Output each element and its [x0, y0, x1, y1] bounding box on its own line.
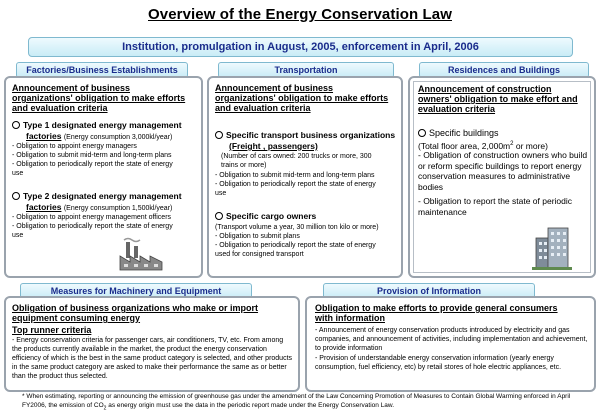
page-title: Overview of the Energy Conservation Law — [148, 6, 452, 23]
tab-machinery: Measures for Machinery and Equipment — [20, 283, 252, 299]
tab-information: Provision of Information — [323, 283, 535, 299]
buildings-area: (Total floor area, $2,000m^2$ or more) — [418, 140, 548, 151]
footer-note: * When estimating, reporting or announcing the emission of greenhouse gas under the amendment of the Law Concerning Promotion of Measures to Contain Global Warming enforced in April FY2006, the emission of $CO_2$ as energy origin must use the data in the periodic report made under the Energy Conservation Law. — [22, 393, 571, 411]
machinery-heading: Obligation of business organizations who make or import equipment consuming energy — [12, 303, 259, 323]
factories-heading: Announcement of business organizations' obligation to make efforts and evaluation criteria — [12, 83, 186, 113]
cargo-item: (Transport volume a year, 30 million ton kilo or more) — [215, 224, 379, 231]
cargo-item: used for consigned transport — [215, 251, 304, 258]
type2-factories-title-2: factories (Energy consumption 1,500kl/year) — [26, 202, 173, 212]
transport-org-item: trains or more) — [221, 162, 267, 169]
circle-bullet-icon — [12, 121, 20, 129]
machinery-body: - Energy conservation criteria for passenger cars, air conditioners, TV, etc. From among the products currently available in the market, the product the energy conservation efficiency of which is the best in the same product category is selected, and other products in the same product category are asked to make their performance the same as or better than the product thus selected. — [12, 337, 293, 380]
transport-heading: Announcement of business organizations' obligation to make efforts and evaluation criteria — [215, 83, 389, 113]
transportation-panel — [207, 76, 403, 278]
information-panel — [305, 296, 596, 392]
factory-icon — [118, 236, 164, 272]
enactment-banner: Institution, promulgation in August, 2005, enforcement in April, 2006 — [28, 37, 573, 57]
transport-org-item: (Number of cars owned: 200 trucks or more, 300 — [221, 153, 372, 160]
cargo-item: - Obligation to periodically report the state of energy — [215, 242, 376, 249]
buildings-item: - Obligation of construction owners who build or reform specific buildings to report energy conservation measures to administrative bodies — [418, 150, 588, 192]
residences-panel — [408, 76, 596, 278]
type1-item: - Obligation to appoint energy managers — [12, 143, 137, 150]
type1-factories-title: Type 1 designated energy management — [12, 120, 182, 130]
transport-org-item: use — [215, 190, 227, 197]
information-item: - Announcement of energy conservation products introduced by electricity and gas companies, and announcement of activities, including implementation and achievement, to provide information — [315, 327, 588, 352]
transport-org-item: - Obligation to submit mid-term and long-term plans — [215, 172, 375, 179]
type2-item: - Obligation to appoint energy management officers — [12, 214, 172, 221]
circle-bullet-icon — [215, 131, 223, 139]
factories-panel — [4, 76, 203, 278]
type1-item: - Obligation to periodically report the state of energy — [12, 161, 173, 168]
type1-item: - Obligation to submit mid-term and long-term plans — [12, 152, 172, 159]
transport-org-title-2: (Freight , passengers) — [229, 141, 318, 151]
top-runner-heading: Top runner criteria — [12, 325, 92, 335]
tab-factories: Factories/Business Establishments — [16, 62, 188, 78]
circle-bullet-icon — [12, 192, 20, 200]
transport-org-title: Specific transport business organizations — [215, 130, 395, 140]
machinery-panel — [4, 296, 300, 392]
type1-item: use — [12, 170, 24, 177]
tab-transportation: Transportation — [218, 62, 394, 78]
buildings-item: - Obligation to report the state of periodic maintenance — [418, 196, 573, 217]
information-heading: Obligation to make efforts to provide general consumers with information — [315, 303, 558, 323]
information-item: - Provision of understandable energy conservation information (yearly energy consumption, fuel efficiency, etc) by retail stores of hole electric appliances, etc. — [315, 355, 562, 371]
residences-heading: Announcement of construction owners' obligation to make effort and evaluation criteria — [418, 84, 578, 114]
circle-bullet-icon — [418, 129, 426, 137]
building-icon — [532, 224, 572, 270]
type2-item: use — [12, 232, 24, 239]
circle-bullet-icon — [215, 212, 223, 220]
specific-buildings-title: Specific buildings — [418, 128, 499, 138]
type2-item: - Obligation to periodically report the state of energy — [12, 223, 173, 230]
tab-residences: Residences and Buildings — [419, 62, 589, 78]
cargo-item: - Obligation to submit plans — [215, 233, 300, 240]
transport-org-item: - Obligation to periodically report the state of energy — [215, 181, 376, 188]
type2-factories-title: Type 2 designated energy management — [12, 191, 182, 201]
type1-factories-title-2: factories (Energy consumption 3,000kl/year) — [26, 131, 173, 141]
cargo-owners-title: Specific cargo owners — [215, 211, 316, 221]
